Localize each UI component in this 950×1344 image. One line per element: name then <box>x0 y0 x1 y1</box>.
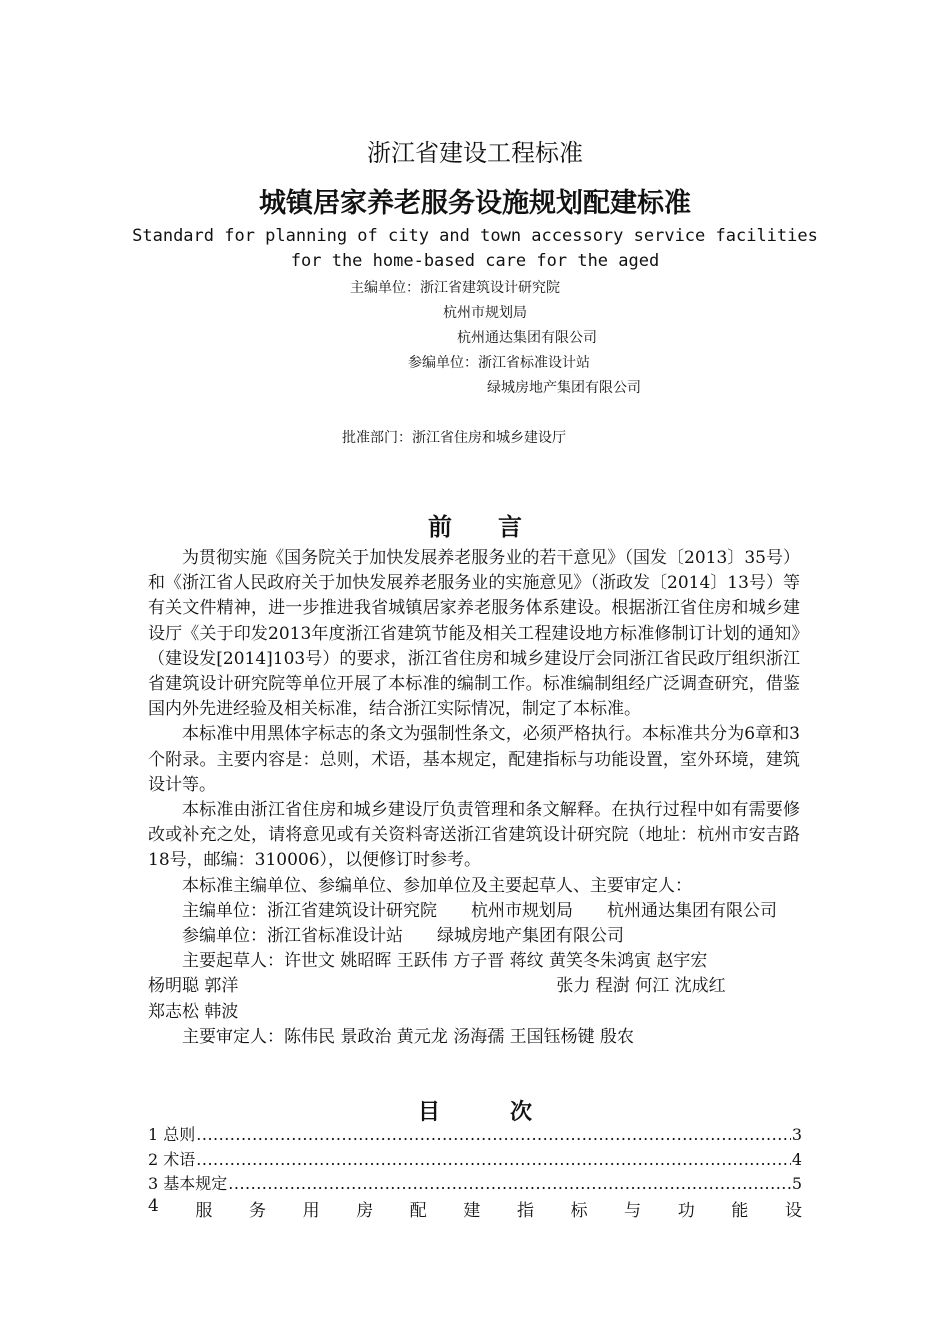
toc-entry-4-char: 务 <box>249 1200 267 1221</box>
drafters-part-a: 杨明聪 郭洋 <box>148 976 239 997</box>
toc-leader-dots <box>228 1174 791 1193</box>
toc-entry-4-char: 指 <box>516 1200 534 1221</box>
toc-entry-4-char: 设 <box>784 1200 802 1221</box>
preface-paragraph-3: 本标准由浙江省住房和城乡建设厅负责管理和条文解释。在执行过程中如有需要修改或补充之处，请将意见或有关资料寄送浙江省建筑设计研究院（地址：杭州市安吉路18号，邮编：310006），以便修订时参考。 <box>148 800 800 871</box>
approval-department: 批准部门：浙江省住房和城乡建设厅 <box>342 430 566 446</box>
toc-entry-title: 2 术语 <box>148 1149 196 1169</box>
preface-paragraph-4: 本标准主编单位、参编单位、参加单位及主要起草人、主要审定人： <box>182 875 692 896</box>
toc-entry-4-char: 配 <box>409 1200 427 1221</box>
chief-editor-unit: 主编单位：浙江省建筑设计研究院 <box>350 280 560 296</box>
preface-participants: 参编单位：浙江省标准设计站 绿城房地产集团有限公司 <box>182 926 624 947</box>
toc-entry[interactable] <box>148 1147 802 1172</box>
toc-heading: 目次 <box>417 1100 602 1125</box>
chief-editor-unit-2: 杭州市规划局 <box>443 305 527 321</box>
toc-entry-4-char: 建 <box>463 1200 481 1221</box>
toc-entry-4-char: 与 <box>624 1200 642 1221</box>
toc-entry-4-char: 用 <box>302 1200 320 1221</box>
toc-leader-dots <box>196 1150 791 1169</box>
preface-body <box>148 546 800 1050</box>
preface-paragraph-2: 本标准中用黑体字标志的条文为强制性条文，必须严格执行。本标准共分为6章和3个附录。主要内容是：总则，术语，基本规定，配建指标与功能设置，室外环境，建筑设计等。 <box>148 724 800 795</box>
english-title-line-2: for the home-based care for the aged <box>290 251 660 271</box>
toc-entry[interactable] <box>148 1171 802 1196</box>
table-of-contents <box>148 1122 802 1221</box>
english-title-line-1: Standard for planning of city and town accessory service facilities <box>132 226 818 246</box>
participating-unit-2: 绿城房地产集团有限公司 <box>487 380 641 396</box>
toc-entry-page: 5 <box>791 1174 802 1193</box>
toc-entry-title: 1 总则 <box>148 1125 196 1144</box>
toc-entry-page: 4 <box>791 1149 802 1169</box>
toc-entry-4-char: 4 <box>148 1195 159 1216</box>
standard-series: 浙江省建设工程标准 <box>367 139 583 167</box>
preface-drafters-end: 郑志松 韩波 <box>148 1001 239 1022</box>
toc-entry-4-char: 功 <box>677 1200 695 1221</box>
preface-paragraph-1: 为贯彻实施《国务院关于加快发展养老服务业的若干意见》（国发〔2013〕35号）和《浙江省人民政府关于加快发展养老服务业的实施意见》（浙政发〔2014〕13号）等有关文件精神，进一步推进我省城镇居家养老服务体系建设。根据浙江省住房和城乡建设厅《关于印发2013年度浙江省建筑节能及相关工程建设地方标准修制订计划的通知》（建设发[2014]103号）的要求，浙江省住房和城乡建设厅会同浙江省民政厅组织浙江省建筑设计研究院等单位开展了本标准的编制工作。标准编制组经广泛调查研究，借鉴国内外先进经验及相关标准，结合浙江实际情况，制定了本标准。 <box>148 548 800 720</box>
chief-editor-unit-3: 杭州通达集团有限公司 <box>457 330 597 346</box>
toc-entry-4-char: 服 <box>195 1200 213 1221</box>
toc-entry-4-char: 标 <box>570 1200 588 1221</box>
preface-drafters: 主要起草人：许世文 姚昭晖 王跃伟 方子晋 蒋纹 黄笑冬朱鸿寅 赵宇宏 <box>182 951 708 972</box>
participating-unit: 参编单位：浙江省标准设计站 <box>408 355 590 371</box>
drafters-part-b: 张力 程澍 何江 沈成红 <box>556 976 726 997</box>
toc-entry[interactable] <box>148 1122 802 1147</box>
toc-entry-4-char: 房 <box>356 1200 374 1221</box>
document-title: 城镇居家养老服务设施规划配建标准 <box>259 188 691 219</box>
preface-heading: 前言 <box>428 513 568 541</box>
toc-entry-4-spread[interactable] <box>148 1196 802 1221</box>
toc-entry-title: 3 基本规定 <box>148 1174 228 1193</box>
toc-entry-4-char: 能 <box>731 1200 749 1221</box>
toc-leader-dots <box>196 1125 791 1144</box>
toc-entry-page: 3 <box>791 1125 802 1144</box>
preface-reviewers: 主要审定人：陈伟民 景政治 黄元龙 汤海孺 王国钰杨键 殷农 <box>182 1026 635 1047</box>
preface-chief-editors: 主编单位：浙江省建筑设计研究院 杭州市规划局 杭州通达集团有限公司 <box>182 900 777 921</box>
preface-drafters-continued <box>148 974 800 999</box>
